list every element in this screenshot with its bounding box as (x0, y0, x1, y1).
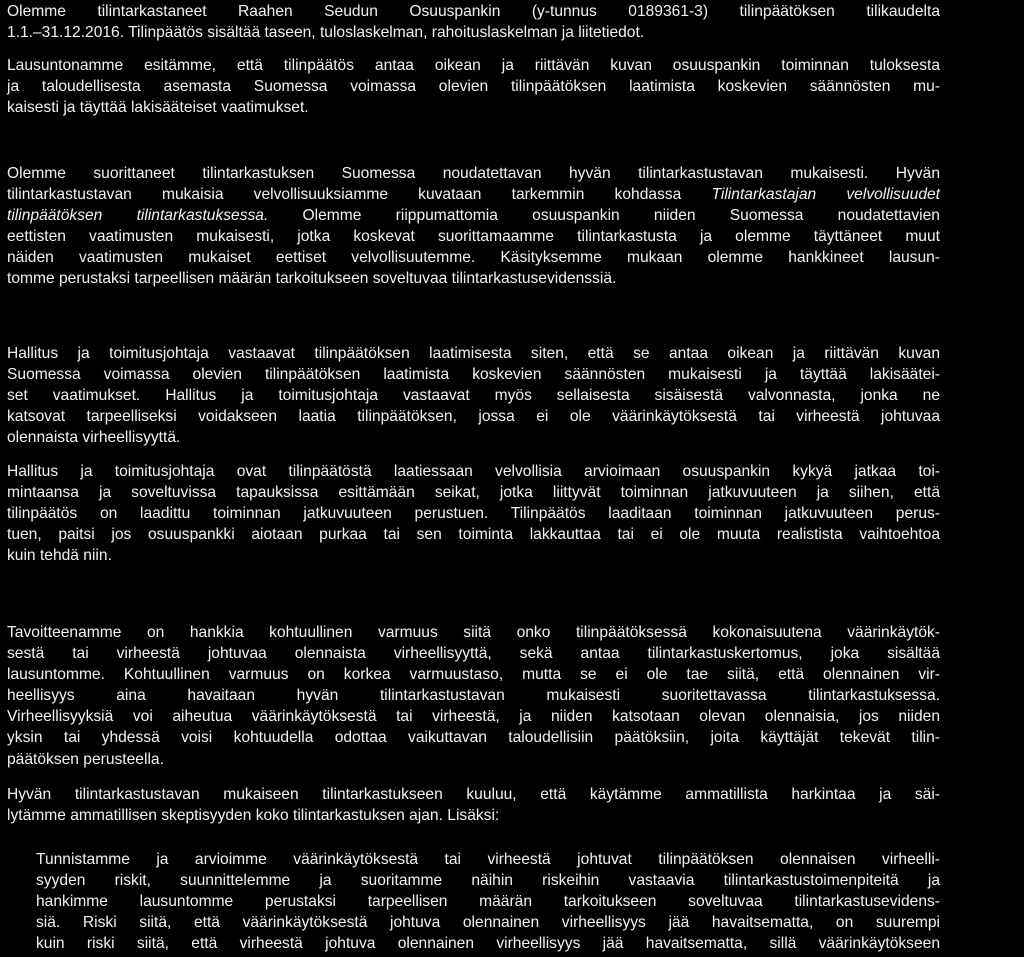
text-line: tuen, paitsi jos osuuspankki aiotaan purkaa tai sen toiminta lakkauttaa tai ei ole muuta realistista vaihtoehtoa (7, 526, 940, 544)
paragraph-audit-scope (7, 1, 940, 43)
italic-reference: Tilintarkastajan velvollisuudet (711, 186, 940, 204)
text-line: Tunnistamme ja arvioimme väärinkäytöksestä tai virheestä johtuvat tilinpäätöksen olennaisen virheelli- (36, 851, 940, 868)
text-line: 1.1.–31.12.2016. Tilinpäätös sisältää taseen, tuloslaskelman, rahoituslaskelman ja liitetiedot. (7, 24, 645, 42)
text-line: hankimme lausuntomme perustaksi tarpeellisen määrän tarkoitukseen soveltuvaa tilintarkastusevidens- (36, 893, 940, 911)
text-line: lausuntomme. Kohtuullinen varmuus on korkea varmuustaso, mutta se ei ole tae siitä, että olennainen vir- (7, 666, 940, 684)
text-segment: Olemme riippumattomia osuuspankin niiden Suomessa noudatettavien (268, 207, 940, 225)
text-line: katsovat tarpeelliseksi voidakseen laatia tilinpäätöksen, jossa ei ole väärinkäytöksestä tai virheestä johtuvaa (7, 408, 940, 426)
paragraph-professional-judgement (7, 784, 940, 826)
italic-reference: tilinpäätöksen tilintarkastuksessa. (7, 207, 269, 225)
text-line: päätöksen perusteella. (7, 750, 164, 768)
text-line: tilinpäätös on laadittu toiminnan jatkuvuuteen perustuen. Tilinpäätös laaditaan toiminnan jatkuvuuteen perus- (7, 505, 940, 523)
text-line: Lausuntonamme esitämme, että tilinpäätös antaa oikean ja riittävän kuvan osuuspankin toiminnan tuloksesta (7, 57, 940, 74)
text-line: yksin tai yhdessä voisi kohtuudella odottaa vaikuttavan taloudellisiin päätöksiin, joita käyttäjät tekevät tilin- (7, 729, 940, 747)
text-segment: tilintarkastustavan mukaisia velvollisuuksiamme kuvataan tarkemmin kohdassa (7, 186, 712, 204)
text-line: Hallitus ja toimitusjohtaja ovat tilinpäätöstä laatiessaan velvollisia arvioimaan osuuspankin kykyä jatkaa toi- (7, 463, 940, 480)
text-line: siä. Riski siitä, että väärinkäytöksestä johtuva olennainen virheellisyys jää havaitsematta, on suurempi (36, 914, 940, 932)
text-line: mintaansa ja soveltuvissa tapauksissa esittämään seikat, jotka liittyvät toiminnan jatkuvuuteen ja siihen, että (7, 484, 940, 502)
text-line: lytämme ammatillisen skeptisyyden koko tilintarkastuksen ajan. Lisäksi: (7, 807, 500, 825)
text-line: näiden vaatimusten mukaiset eettiset velvollisuutemme. Käsityksemme mukaan olemme hankkineet lausun- (7, 249, 940, 267)
text-line: kuin riski siitä, että virheestä johtuva olennainen virheellisyys jää havaitsematta, sillä väärinkäytökseen (36, 935, 940, 953)
text-line: sestä tai virheestä johtuvaa olennaista virheellisyyttä, sekä antaa tilintarkastuskertomus, joka sisältää (7, 645, 940, 663)
text-line: Suomessa voimassa olevien tilinpäätöksen laatimista koskevien säännösten mukaisesti ja täyttää lakisäätei- (7, 366, 940, 384)
text-line (7, 205, 940, 226)
text-line: syyden riskit, suunnittelemme ja suoritamme näihin riskeihin vastaavia tilintarkastustoimenpiteitä ja (36, 872, 940, 890)
text-line: Olemme tilintarkastaneet Raahen Seudun Osuuspankin (y-tunnus 0189361-3) tilinpäätöksen tilikaudelta (7, 3, 940, 20)
text-line: heellisyys aina havaitaan hyvän tilintarkastustavan mukaisesti suoritettavassa tilintarkastuksessa. (7, 687, 940, 705)
paragraph-opinion (7, 55, 940, 118)
text-line: eettisten vaatimusten mukaisesti, jotka koskevat suorittamaamme tilintarkastusta ja olemme täyttäneet muut (7, 228, 940, 246)
paragraph-going-concern (7, 461, 940, 566)
text-line: Olemme suorittaneet tilintarkastuksen Suomessa noudatettavan hyvän tilintarkastustavan mukaisesti. Hyvän (7, 165, 940, 182)
paragraph-board-responsibility (7, 343, 940, 448)
text-line: set vaatimukset. Hallitus ja toimitusjohtaja vastaavat myös sellaisesta sisäisestä valvonnasta, jonka ne (7, 387, 940, 405)
text-line (7, 184, 940, 205)
text-line: Virheellisyyksiä voi aiheutua väärinkäytöksestä tai virheestä, ja niiden katsotaan olevan olennaisia, jos niiden (7, 708, 940, 726)
paragraph-auditor-objective (7, 622, 940, 770)
text-line: Hallitus ja toimitusjohtaja vastaavat tilinpäätöksen laatimisesta siten, että se antaa oikean ja riittävän kuvan (7, 345, 940, 362)
text-line: Tavoitteenamme on hankkia kohtuullinen varmuus siitä onko tilinpäätöksessä kokonaisuutena väärinkäytök- (7, 624, 940, 641)
text-line: ja taloudellisesta asemasta Suomessa voimassa olevien tilinpäätöksen laatimista koskevien säännösten mu- (7, 78, 940, 96)
text-line: kuin tehdä niin. (7, 547, 112, 565)
text-line: tomme perustaksi tarpeellisen määrän tarkoitukseen soveltuvaa tilintarkastusevidenssiä. (7, 270, 617, 288)
text-line: Hyvän tilintarkastustavan mukaiseen tilintarkastukseen kuuluu, että käytämme ammatillista harkintaa ja säi- (7, 786, 940, 803)
text-line: kaisesti ja täyttää lakisääteiset vaatimukset. (7, 99, 309, 117)
list-item-risk-identification (36, 849, 940, 954)
paragraph-basis-for-opinion (7, 163, 940, 290)
text-line: olennaista virheellisyyttä. (7, 429, 181, 447)
